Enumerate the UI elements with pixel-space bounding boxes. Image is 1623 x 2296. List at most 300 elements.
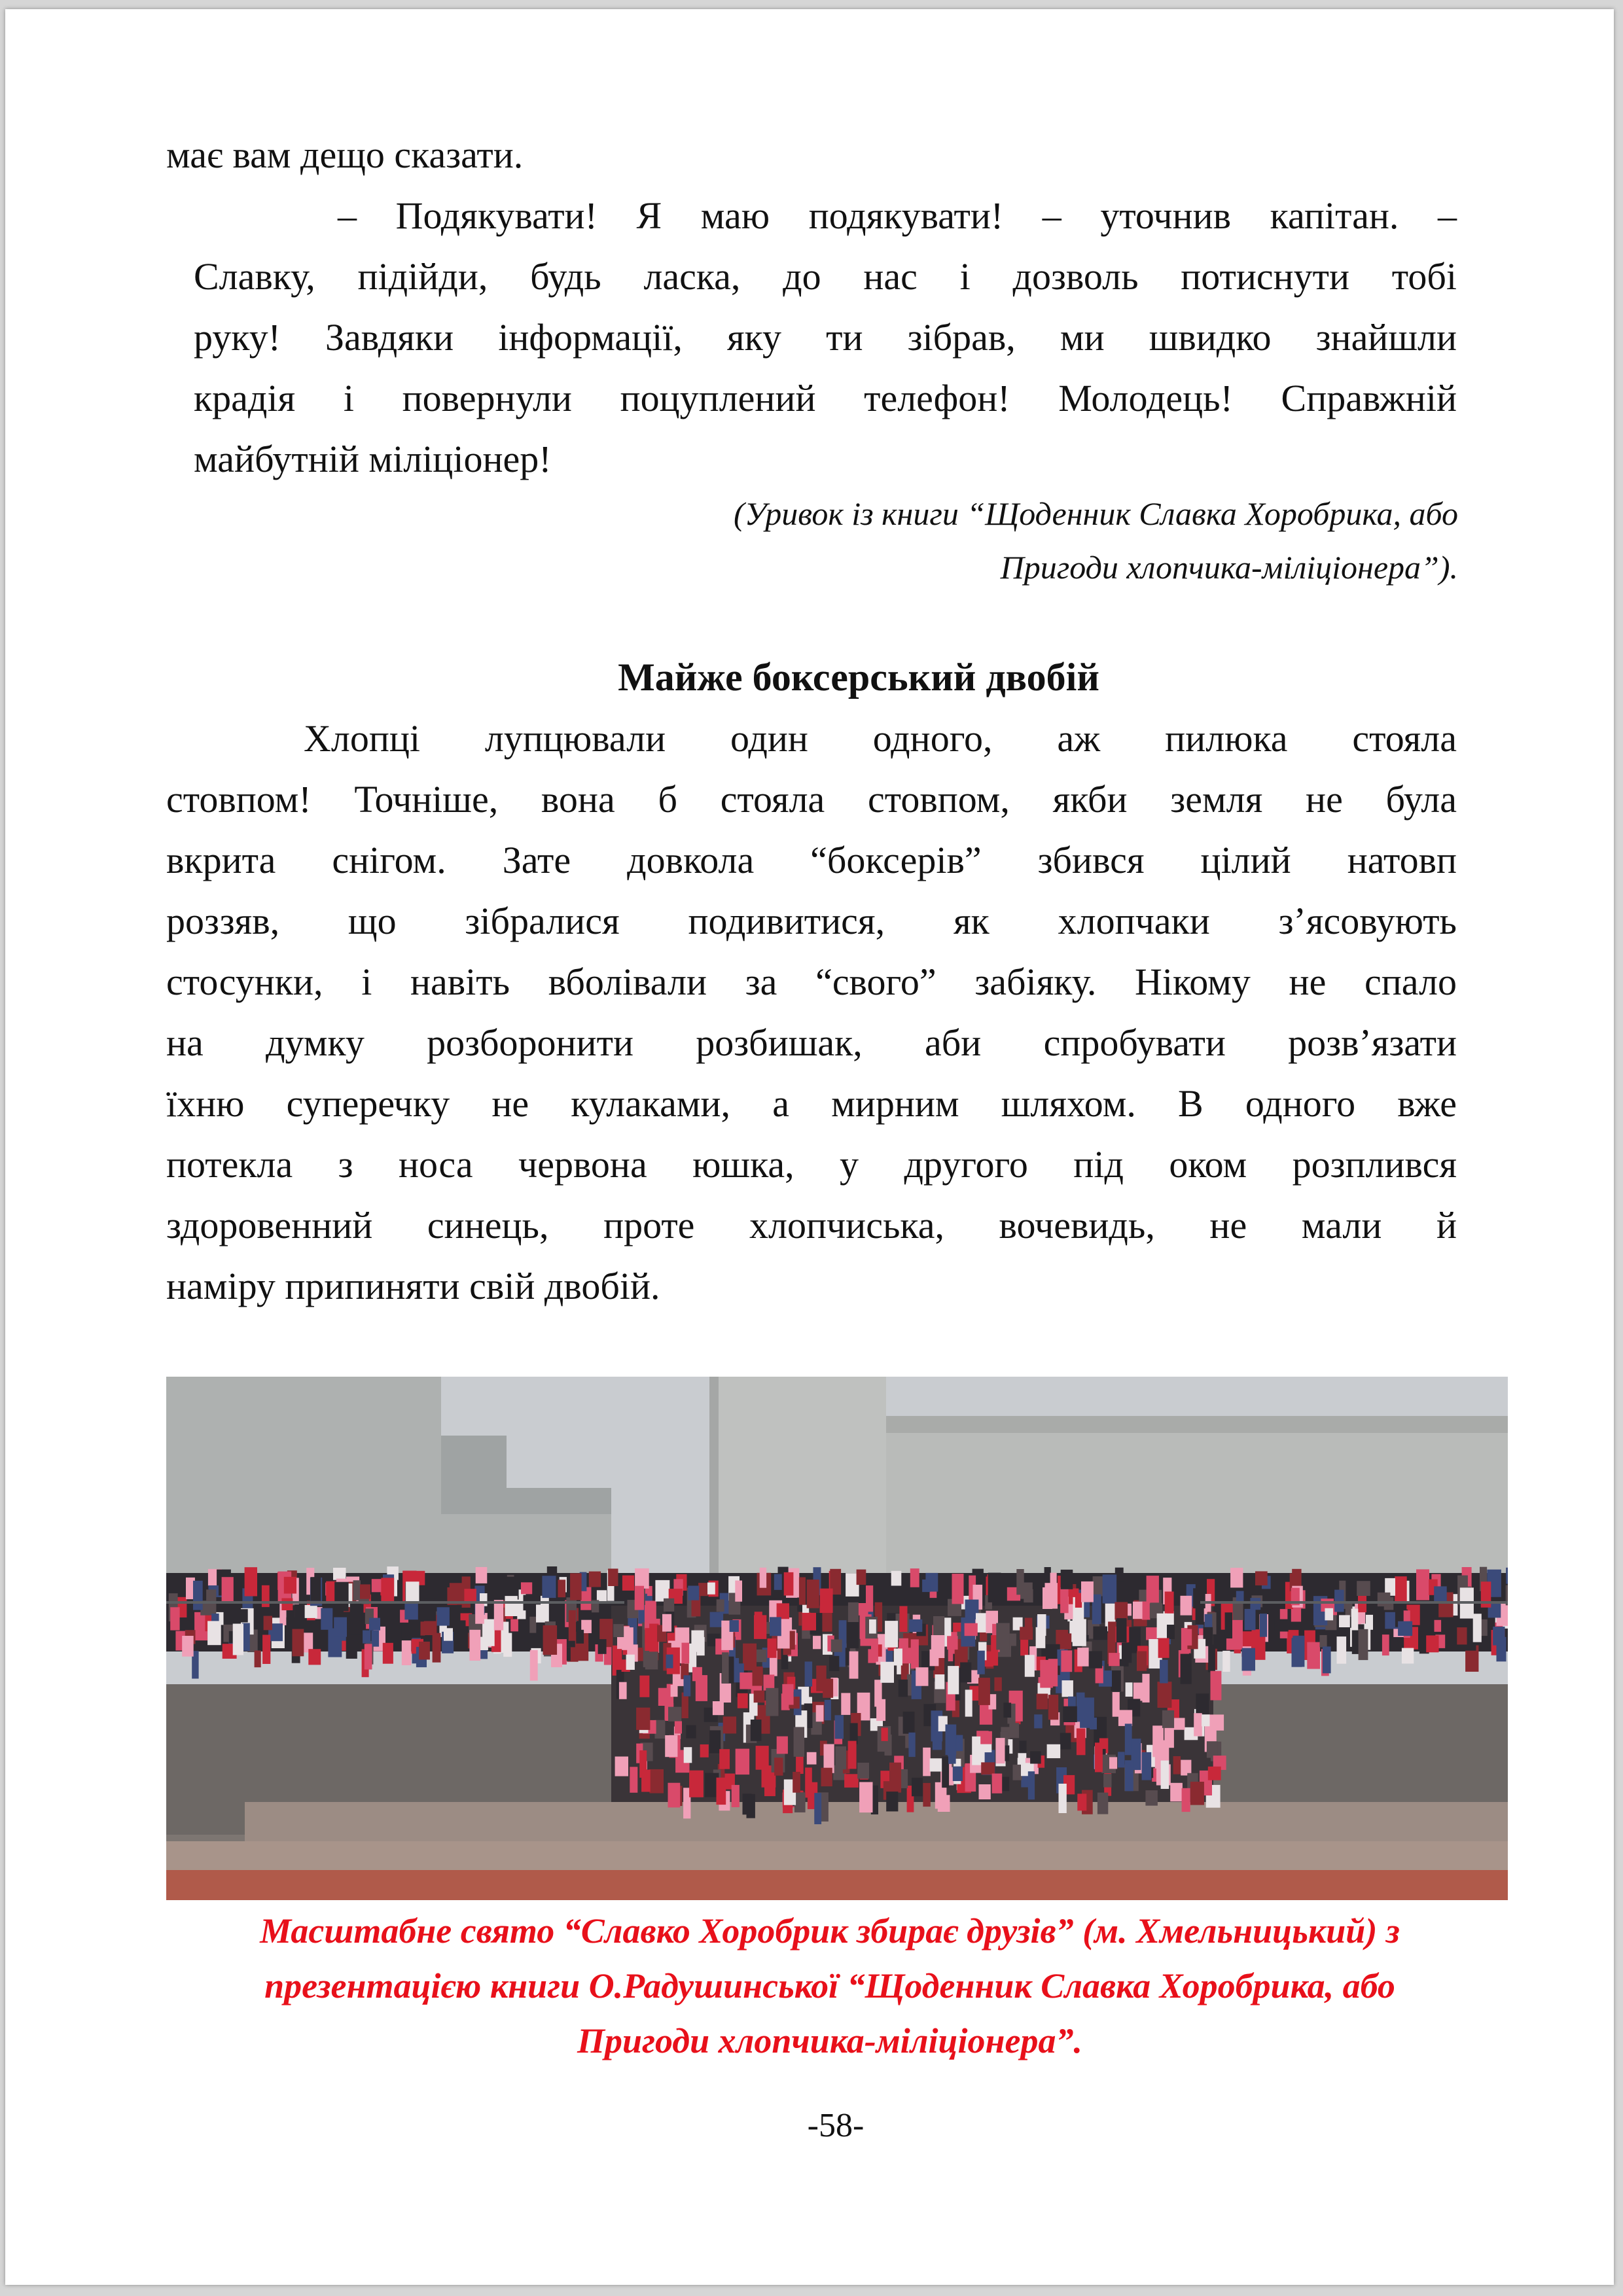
crowd-figure [665,1735,677,1757]
crowd-figure [882,1727,888,1741]
crowd-figure [1222,1651,1230,1672]
crowd-figure [885,1621,898,1648]
crowd-figure [1062,1680,1073,1697]
crowd-figure [1323,1646,1331,1673]
crowd-figure [784,1572,794,1596]
crowd-figure [933,1733,942,1750]
text-line: стосунки, і навіть вболівали за “свого” забіяку. Нікому не спало [166,961,1457,1003]
crowd-figure [899,1606,907,1633]
crowd-figure [736,1749,749,1775]
crowd-figure [847,1622,859,1648]
crowd-figure [996,1623,1010,1650]
crowd-figure [321,1608,332,1630]
document-page [5,9,1614,2285]
crowd-figure [1036,1627,1046,1648]
crowd-figure [639,1750,647,1778]
crowd-figure [1230,1568,1243,1587]
crowd-figure [948,1666,959,1694]
crowd-figure [1037,1694,1048,1710]
crowd-figure [1081,1581,1094,1602]
crowd-figure [1126,1682,1133,1697]
crowd-figure [857,1570,866,1585]
crowd-figure [1025,1655,1035,1677]
crowd-figure [1165,1591,1174,1613]
crowd-figure [615,1757,628,1776]
crowd-figure [807,1752,817,1765]
crowd-figure [1260,1614,1267,1637]
crowd-figure [1059,1784,1067,1813]
citation-line: (Уривок із книги “Щоденник Славка Хоробрика, або [734,495,1458,532]
crowd-figure [1133,1602,1143,1619]
text-line: вкрита снігом. Зате довкола “боксерів” збився цілий натовп [166,839,1457,881]
crowd-figure [794,1792,806,1812]
crowd-figure [372,1631,380,1647]
crowd-figure [979,1784,991,1799]
crowd-figure [935,1674,945,1689]
crowd-figure [698,1583,708,1596]
crowd-figure [170,1607,179,1630]
crowd-figure [782,1684,793,1705]
crowd-figure [1003,1703,1011,1718]
crowd-figure [1181,1654,1192,1684]
crowd-figure [1122,1643,1132,1663]
crowd-figure [909,1619,922,1632]
crowd-figure [768,1638,777,1658]
crowd-figure [570,1573,582,1600]
crowd-figure [992,1774,1003,1793]
crowd-figure [1402,1648,1414,1664]
crowd-figure [350,1604,362,1634]
crowd-figure [965,1623,978,1636]
crowd-figure [869,1619,876,1634]
crowd-figure [1161,1761,1169,1789]
page-number: -58- [807,2107,865,2144]
crowd-figure [910,1568,919,1587]
crowd-figure [952,1574,964,1604]
crowd-figure [464,1589,476,1602]
crowd-figure [1339,1615,1350,1627]
crowd-figure [305,1605,317,1618]
crowd-figure [437,1607,450,1625]
crowd-figure [751,1720,762,1741]
crowd-figure [334,1582,348,1612]
crowd-figure [484,1619,494,1646]
crowd-figure [938,1795,950,1812]
crowd-figure [1115,1602,1128,1619]
text-line: майбутній міліціонер! [194,438,552,480]
crowd-figure [658,1688,673,1706]
crowd-figure [333,1568,346,1580]
crowd-figure [960,1663,971,1683]
crowd-figure [912,1778,923,1796]
crowd-figure [1225,1612,1232,1638]
crowd-figure [1013,1765,1022,1780]
text-line: стовпом! Точніше, вона б стояла стовпом, якби земля не була [166,778,1457,821]
crowd-figure [668,1783,681,1808]
crowd-figure [675,1627,690,1642]
crowd-figure [777,1737,788,1754]
crowd-figure [1028,1771,1035,1799]
crowd-figure [1146,1627,1157,1640]
crowd-figure [953,1767,963,1781]
crowd-figure [717,1599,724,1612]
crowd-figure [1077,1693,1085,1722]
crowd-figure [1395,1576,1407,1601]
crowd-figure [293,1629,304,1657]
crowd-figure [1506,1568,1508,1584]
crowd-figure [1077,1648,1088,1667]
crowd-figure [977,1651,984,1674]
text-line: Хлопці лупцювали один одного, аж пилюка стояла [304,717,1457,760]
crowd-figure [1152,1725,1164,1757]
crowd-figure [908,1733,915,1757]
crowd-figure [1181,1596,1192,1616]
crowd-figure [406,1581,419,1603]
crowd-figure [207,1621,221,1645]
crowd-figure [1307,1642,1320,1669]
crowd-figure [1493,1627,1505,1646]
crowd-figure [372,1579,382,1592]
crowd-figure [1047,1744,1061,1758]
crowd-figure [700,1744,709,1757]
crowd-figure [1063,1706,1077,1722]
crowd-figure [1173,1718,1185,1730]
crowd-figure [222,1577,234,1602]
crowd-figure [630,1767,637,1793]
crowd-figure [849,1651,859,1679]
crowd-figure [622,1576,634,1591]
crowd-figure [1142,1602,1150,1620]
crowd-figure [457,1620,466,1651]
crowd-figure [1435,1620,1442,1632]
crowd-figure [1211,1671,1222,1701]
crowd-figure [1457,1627,1467,1644]
crowd-figure [240,1609,247,1622]
crowd-figure [891,1571,902,1586]
crowd-figure [730,1620,739,1632]
crowd-figure [1158,1638,1169,1658]
crowd-figure [743,1793,752,1814]
crowd-figure [710,1612,724,1627]
caption-line: Пригоди хлопчика-міліціонера”. [577,2021,1082,2060]
crowd-figure [626,1655,635,1670]
crowd-figure [1077,1729,1086,1756]
crowd-figure [835,1715,844,1739]
crowd-figure [558,1580,565,1597]
crowd-figure [1034,1714,1043,1728]
crowd-figure [1236,1591,1244,1603]
crowd-figure [613,1624,624,1637]
crowd-figure [1025,1618,1033,1638]
crowd-figure [807,1580,819,1608]
crowd-figure [1162,1710,1174,1728]
text-line: руку! Завдяки інформації, яку ти зібрав, ми швидко знайшли [194,316,1457,359]
crowd-figure [530,1650,538,1681]
crowd-figure [1075,1593,1082,1608]
crowd-figure [1293,1636,1304,1667]
crowd-figure [598,1639,607,1654]
crowd-figure [831,1640,842,1652]
text-line: наміру припиняти свій двобій. [166,1265,660,1307]
crowd-figure [889,1763,901,1793]
crowd-figure [684,1747,692,1763]
crowd-figure [947,1636,958,1650]
crowd-figure [521,1582,532,1594]
crowd-figure [655,1720,666,1739]
text-line: потекла з носа червона юшка, у другого під оком розплився [166,1143,1457,1186]
crowd-figure [666,1655,673,1669]
crowd-figure [717,1778,726,1805]
crowd-figure [770,1617,781,1636]
text-line: на думку розборонити розбишак, аби спробувати розв’язати [166,1021,1457,1064]
crowd-figure [1208,1645,1215,1672]
crowd-figure [543,1625,558,1655]
crowd-figure [760,1568,766,1588]
crowd-figure [233,1624,243,1655]
crowd-figure [1142,1752,1152,1780]
crowd-figure [684,1675,691,1696]
crowd-figure [740,1672,753,1689]
crowd-figure [380,1580,389,1596]
crowd-figure [353,1580,361,1600]
crowd-figure [1061,1570,1073,1589]
crowd-figure [1351,1609,1359,1631]
crowd-figure [1077,1793,1086,1810]
crowd-figure [802,1613,817,1631]
crowd-figure [671,1685,678,1697]
crowd-figure [841,1693,850,1715]
crowd-figure [1325,1608,1333,1621]
crowd-figure [636,1708,650,1730]
crowd-figure [774,1574,782,1590]
crowd-figure [682,1693,688,1718]
crowd-figure [494,1600,503,1630]
crowd-figure [1275,1619,1289,1632]
crowd-figure [262,1635,270,1665]
crowd-figure [1183,1629,1192,1646]
crowd-figure [1255,1571,1268,1585]
crowd-figure [996,1738,1005,1763]
crowd-figure [255,1651,261,1668]
crowd-figure [193,1581,203,1610]
crowd-figure [754,1691,765,1703]
crowd-figure [899,1680,908,1697]
crowd-figure [766,1688,778,1716]
crowd-figure [1109,1757,1117,1769]
crowd-figure [262,1585,270,1607]
text-line: крадія і повернули поцуплений телефон! Молодець! Справжній [194,377,1457,419]
crowd-figure [903,1712,915,1734]
crowd-figure [310,1577,321,1601]
crowd-figure [1157,1614,1167,1638]
crowd-figure [576,1630,584,1644]
crowd-figure [1118,1752,1124,1767]
crowd-figure [894,1649,902,1666]
crowd-figure [1118,1710,1132,1726]
crowd-figure [444,1628,453,1640]
crowd-figure [664,1598,674,1612]
crowd-figure [857,1763,869,1779]
crowd-figure [821,1768,832,1786]
crowd-figure [1016,1569,1024,1595]
crowd-figure [1145,1790,1158,1806]
crowd-figure [880,1662,894,1683]
crowd-figure [696,1675,707,1701]
crowd-figure [1043,1587,1052,1609]
crowd-figure [743,1644,757,1670]
crowd-figure [735,1581,742,1602]
source-citation [568,487,1458,594]
crowd-figure [980,1731,992,1744]
crowd-figure [1202,1714,1209,1726]
crowd-figure [689,1771,704,1797]
crowd-figure [1182,1788,1190,1812]
crowd-figure [655,1580,669,1602]
crowd-figure [1242,1648,1256,1671]
crowd-figure [823,1679,833,1698]
crowd-figure [835,1746,846,1769]
crowd-figure [1048,1695,1058,1720]
crowd-figure [1434,1586,1447,1601]
text-line: – Подякувати! Я маю подякувати! – уточнив капітан. – [338,194,1457,237]
crowd-figure [1137,1651,1147,1671]
crowd-figure [639,1676,649,1697]
text-line: має вам дещо сказати. [166,133,524,176]
crowd-figure [1095,1742,1103,1772]
crowd-figure [886,1792,898,1811]
crowd-figure [529,1617,536,1633]
crowd-figure [284,1577,296,1594]
crowd-figure [505,1596,518,1616]
crowd-figure [930,1650,939,1667]
crowd-figure [635,1586,644,1610]
crowd-figure [645,1628,653,1651]
crowd-figure [1194,1713,1202,1736]
crowd-figure [308,1649,321,1665]
crowd-figure [469,1630,480,1661]
crowd-figure [419,1642,430,1660]
crowd-figure [1030,1751,1041,1763]
crowd-figure [709,1730,721,1754]
crowd-figure [1125,1723,1132,1755]
crowd-figure [281,1598,293,1611]
crowd-figure [1245,1609,1256,1630]
crowd-figure [1147,1576,1159,1602]
crowd-figure [1190,1782,1204,1805]
crowd-figure [844,1774,859,1788]
group-photo-icon [166,1377,1508,1900]
crowd-figure [713,1701,724,1715]
crowd-figure [334,1617,347,1637]
crowd-figure [876,1699,885,1721]
crowd-figure [675,1722,682,1734]
crowd-figure [182,1636,194,1657]
crowd-figure [686,1725,696,1739]
crowd-figure [1103,1774,1111,1788]
text-line: їхню суперечку не кулаками, а мирним шляхом. В одного вже [166,1082,1457,1125]
crowd-figure [365,1644,372,1669]
crowd-figure [619,1682,627,1699]
crowd-figure [1109,1653,1120,1666]
citation-line: Пригоди хлопчика-міліціонера”). [1000,549,1458,586]
crowd-figure [1473,1614,1482,1642]
crowd-figure [1125,1760,1133,1791]
crowd-figure [820,1589,833,1613]
crowd-figure [649,1769,664,1793]
crowd-figure [794,1727,804,1757]
crowd-figure [245,1567,257,1596]
crowd-figure [923,1748,931,1776]
crowd-figure [738,1693,748,1708]
crowd-figure [981,1762,995,1775]
crowd-figure [369,1618,380,1631]
crowd-figure [994,1678,1001,1691]
crowd-figure [956,1735,963,1752]
crowd-figure [635,1568,649,1589]
crowd-figure [475,1602,484,1624]
text-line: роззяв, що зібралися подивитися, як хлопчаки з’ясовують [166,900,1457,942]
crowd-figure [589,1572,601,1587]
dialog-paragraph [194,185,1457,489]
crowd-figure [569,1610,576,1641]
crowd-figure [1337,1636,1347,1664]
crowd-figure [1207,1741,1218,1757]
crowd-figure [1421,1610,1433,1637]
section-heading: Майже боксерський двобій [618,656,1099,699]
crowd-figure [542,1576,556,1598]
crowd-figure [1096,1666,1103,1683]
crowd-figure [383,1643,393,1664]
crowd-figure [1426,1635,1438,1652]
crowd-figure [722,1652,729,1684]
caption-line: Масштабне свято “Славко Хоробрик збирає друзів” (м. Хмельницький) з [260,1911,1400,1951]
crowd-figure [916,1667,928,1686]
text-line: Славку, підійди, будь ласка, до нас і дозволь потиснути тобі [194,255,1457,298]
crowd-figure [1093,1627,1107,1640]
crowd-figure [662,1614,671,1632]
crowd-figure [360,1584,370,1598]
crowd-figure [1103,1574,1117,1603]
crowd-figure [816,1705,824,1722]
crowd-figure [688,1586,699,1600]
crowd-figure [402,1640,412,1665]
crowd-figure [668,1707,681,1722]
crowd-figure [978,1678,990,1705]
crowd-figure [799,1578,806,1605]
text-line: здоровенний синець, проте хлопчиська, вочевидь, не мали й [166,1204,1457,1246]
group-photo [166,1377,1508,1900]
photo-caption [156,1903,1504,2068]
crowd-figure [1160,1660,1168,1684]
crowd-figure [697,1637,705,1655]
crowd-figure [732,1785,740,1807]
crowd-figure [1398,1621,1412,1636]
section-body [166,708,1457,1316]
paragraph-intro [166,124,1469,185]
crowd-figure [1382,1634,1389,1655]
crowd-figure [923,1783,930,1807]
crowd-figure [1061,1650,1072,1672]
crowd-figure [1060,1587,1069,1613]
crowd-figure [813,1636,821,1649]
crowd-figure [1116,1618,1127,1642]
crowd-figure [756,1746,769,1770]
crowd-figure [1044,1567,1051,1583]
crowd-figure [848,1741,857,1769]
crowd-figure [814,1793,821,1824]
crowd-figure [1164,1727,1174,1748]
crowd-figure [1250,1598,1260,1610]
